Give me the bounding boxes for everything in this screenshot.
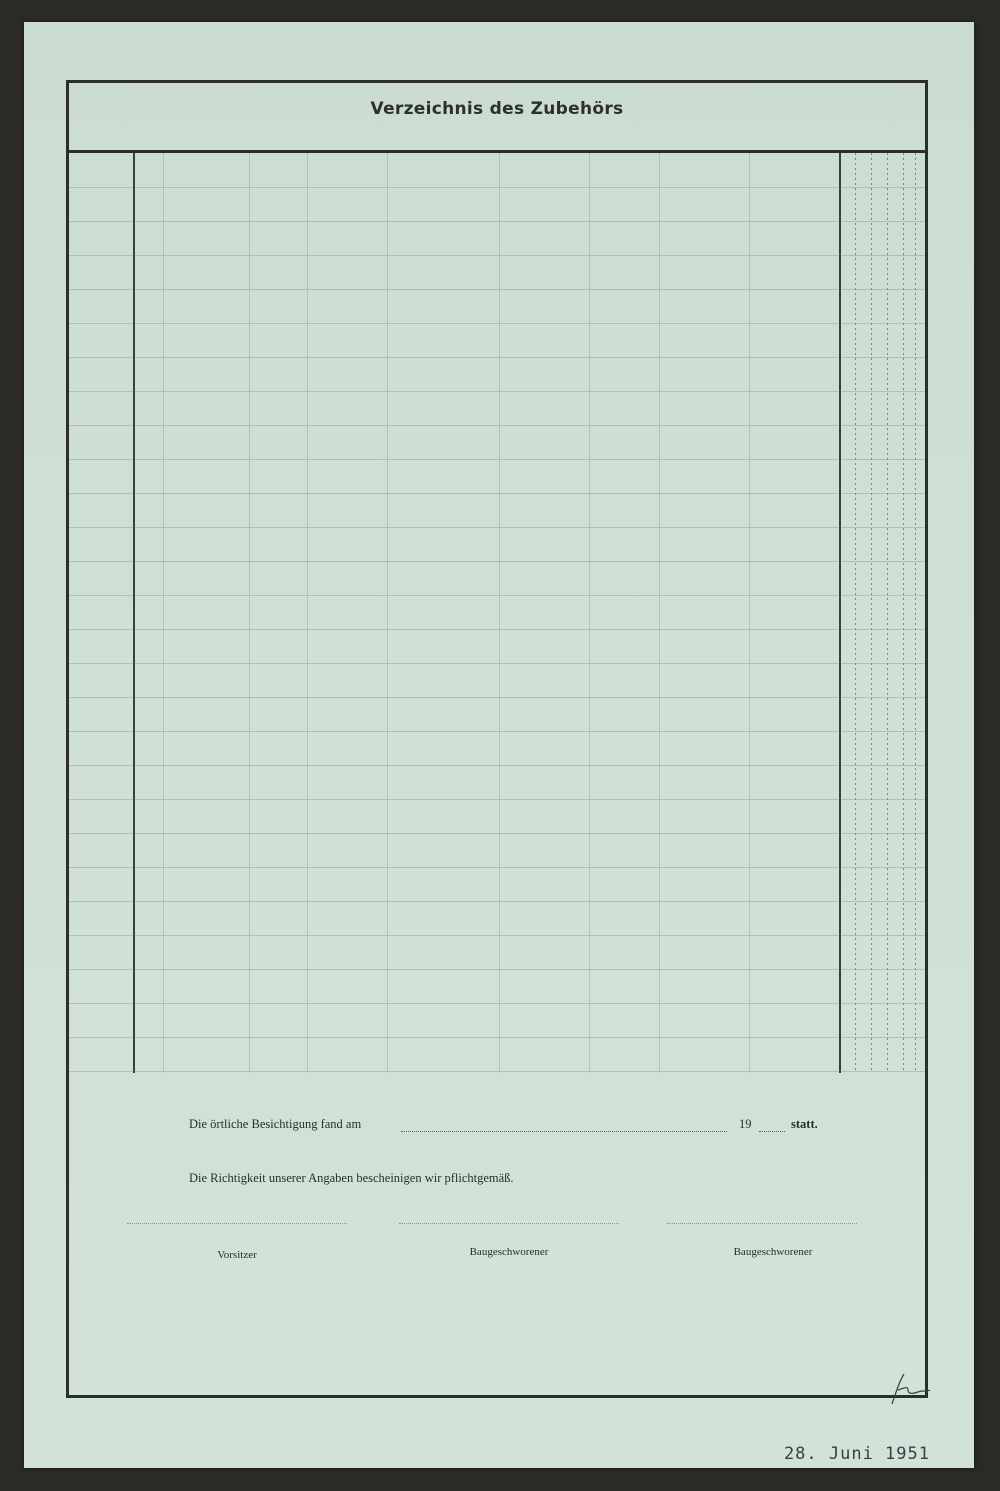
form-footer <box>69 1073 925 1395</box>
ruled-row-line <box>69 697 925 698</box>
ruled-row-line <box>69 731 925 732</box>
ruled-row-line <box>69 527 925 528</box>
ruled-row-line <box>69 765 925 766</box>
signature-line-chair[interactable] <box>127 1223 347 1224</box>
title-bar <box>69 83 925 153</box>
ruled-row-line <box>69 1003 925 1004</box>
ruled-row-line <box>69 493 925 494</box>
signature-label-juror-2: Baugeschworener <box>733 1246 813 1258</box>
signature-line-juror-2[interactable] <box>667 1223 857 1224</box>
ruled-row-line <box>69 187 925 188</box>
ruled-row-line <box>69 629 925 630</box>
ruled-row-line <box>69 969 925 970</box>
signature-label-juror-1: Baugeschworener <box>469 1246 549 1258</box>
ruled-row-line <box>69 1071 925 1072</box>
ruled-row-line <box>69 663 925 664</box>
certification-text: Die Richtigkeit unserer Angaben bescheinigen wir pflichtgemäß. <box>189 1171 514 1185</box>
signature-label-chair: Vorsitzer <box>217 1249 257 1261</box>
year-field[interactable] <box>759 1131 785 1132</box>
page-title: Verzeichnis des Zubehörs <box>370 99 624 119</box>
ruled-row-line <box>69 799 925 800</box>
ruled-row-line <box>69 289 925 290</box>
handwritten-initials <box>882 1370 932 1408</box>
inspection-suffix: statt. <box>791 1117 818 1131</box>
ruled-row-line <box>69 221 925 222</box>
ruled-row-line <box>69 833 925 834</box>
signature-line-juror-1[interactable] <box>399 1223 619 1224</box>
ruled-row-line <box>69 459 925 460</box>
ruled-row-line <box>69 323 925 324</box>
ruled-row-line <box>69 935 925 936</box>
ruled-row-line <box>69 561 925 562</box>
ruled-row-line <box>69 595 925 596</box>
ruled-row-line <box>69 867 925 868</box>
year-prefix: 19 <box>739 1117 752 1131</box>
inspection-label: Die örtliche Besichtigung fand am <box>189 1117 362 1131</box>
ruled-grid <box>69 153 925 1073</box>
ruled-row-line <box>69 255 925 256</box>
ruled-row-line <box>69 357 925 358</box>
date-stamp: 28. Juni 1951 <box>783 1444 930 1464</box>
ruled-row-line <box>69 901 925 902</box>
ruled-row-line <box>69 1037 925 1038</box>
inspection-date-field[interactable] <box>401 1131 727 1132</box>
form-sheet <box>24 22 974 1468</box>
ruled-row-line <box>69 391 925 392</box>
ruled-row-line <box>69 425 925 426</box>
table-frame <box>66 80 928 1398</box>
